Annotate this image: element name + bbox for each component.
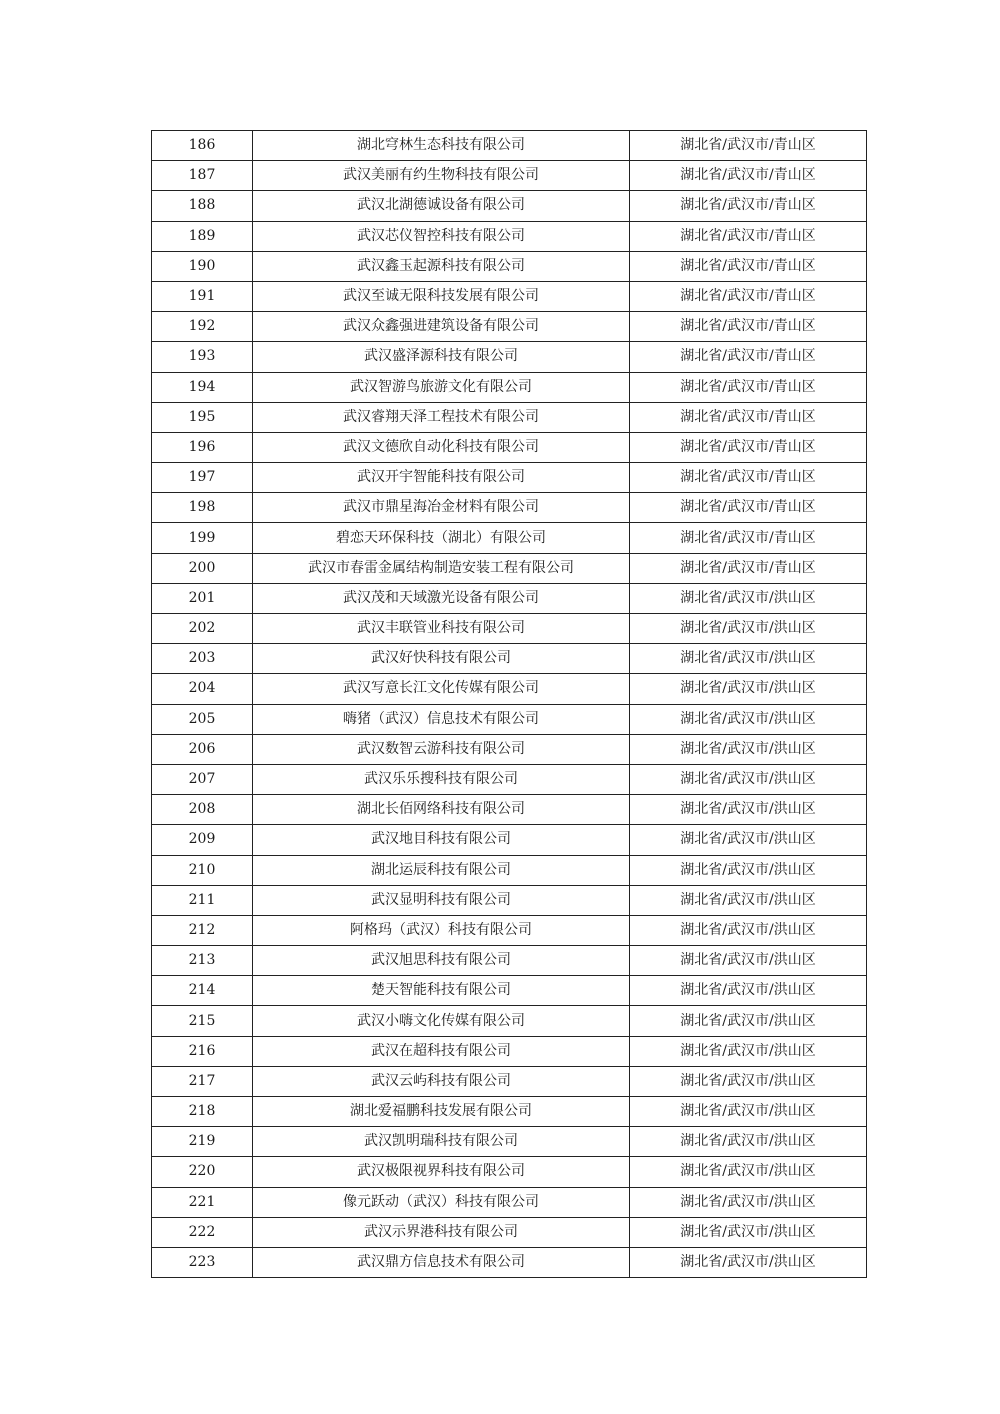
- company-name-cell: 湖北长佰网络科技有限公司: [253, 795, 630, 825]
- region-cell: 湖北省/武汉市/洪山区: [630, 644, 867, 674]
- company-name-cell: 武汉美丽有约生物科技有限公司: [253, 161, 630, 191]
- region-cell: 湖北省/武汉市/洪山区: [630, 614, 867, 644]
- row-number-cell: 204: [152, 674, 253, 704]
- table-row: [152, 764, 867, 794]
- row-number-cell: 195: [152, 402, 253, 432]
- row-number-cell: 190: [152, 251, 253, 281]
- row-number-cell: 206: [152, 734, 253, 764]
- region-cell: 湖北省/武汉市/洪山区: [630, 1127, 867, 1157]
- company-name-cell: 武汉开宇智能科技有限公司: [253, 463, 630, 493]
- table-row: [152, 1157, 867, 1187]
- row-number-cell: 211: [152, 885, 253, 915]
- row-number-cell: 221: [152, 1187, 253, 1217]
- company-name-cell: 武汉市鼎星海冶金材料有限公司: [253, 493, 630, 523]
- company-name-cell: 武汉鑫玉起源科技有限公司: [253, 251, 630, 281]
- company-name-cell: 武汉在超科技有限公司: [253, 1036, 630, 1066]
- region-cell: 湖北省/武汉市/青山区: [630, 131, 867, 161]
- row-number-cell: 200: [152, 553, 253, 583]
- table-row: [152, 131, 867, 161]
- table-row: [152, 1187, 867, 1217]
- table-row: [152, 523, 867, 553]
- table-row: [152, 281, 867, 311]
- region-cell: 湖北省/武汉市/青山区: [630, 221, 867, 251]
- table-row: [152, 161, 867, 191]
- row-number-cell: 217: [152, 1066, 253, 1096]
- table-row: [152, 976, 867, 1006]
- region-cell: 湖北省/武汉市/青山区: [630, 432, 867, 462]
- table-row: [152, 342, 867, 372]
- row-number-cell: 207: [152, 764, 253, 794]
- region-cell: 湖北省/武汉市/洪山区: [630, 795, 867, 825]
- company-name-cell: 武汉小嗨文化传媒有限公司: [253, 1006, 630, 1036]
- region-cell: 湖北省/武汉市/洪山区: [630, 1066, 867, 1096]
- row-number-cell: 218: [152, 1097, 253, 1127]
- table-row: [152, 251, 867, 281]
- row-number-cell: 198: [152, 493, 253, 523]
- region-cell: 湖北省/武汉市/青山区: [630, 251, 867, 281]
- row-number-cell: 201: [152, 583, 253, 613]
- row-number-cell: 219: [152, 1127, 253, 1157]
- region-cell: 湖北省/武汉市/洪山区: [630, 704, 867, 734]
- table-row: [152, 1006, 867, 1036]
- table-row: [152, 312, 867, 342]
- table-row: [152, 493, 867, 523]
- row-number-cell: 214: [152, 976, 253, 1006]
- table-row: [152, 402, 867, 432]
- table-row: [152, 855, 867, 885]
- company-name-cell: 武汉市春雷金属结构制造安装工程有限公司: [253, 553, 630, 583]
- row-number-cell: 188: [152, 191, 253, 221]
- company-name-cell: 湖北运辰科技有限公司: [253, 855, 630, 885]
- region-cell: 湖北省/武汉市/青山区: [630, 553, 867, 583]
- table-body: [152, 131, 867, 1278]
- region-cell: 湖北省/武汉市/青山区: [630, 342, 867, 372]
- row-number-cell: 222: [152, 1217, 253, 1247]
- region-cell: 湖北省/武汉市/洪山区: [630, 674, 867, 704]
- row-number-cell: 215: [152, 1006, 253, 1036]
- table-row: [152, 372, 867, 402]
- region-cell: 湖北省/武汉市/洪山区: [630, 1097, 867, 1127]
- region-cell: 湖北省/武汉市/青山区: [630, 161, 867, 191]
- row-number-cell: 213: [152, 946, 253, 976]
- table-row: [152, 614, 867, 644]
- company-name-cell: 武汉众鑫强进建筑设备有限公司: [253, 312, 630, 342]
- region-cell: 湖北省/武汉市/青山区: [630, 372, 867, 402]
- company-name-cell: 阿格玛（武汉）科技有限公司: [253, 915, 630, 945]
- table-row: [152, 221, 867, 251]
- company-name-cell: 武汉显明科技有限公司: [253, 885, 630, 915]
- table-row: [152, 734, 867, 764]
- table-row: [152, 432, 867, 462]
- company-name-cell: 武汉芯仪智控科技有限公司: [253, 221, 630, 251]
- row-number-cell: 209: [152, 825, 253, 855]
- company-name-cell: 武汉旭思科技有限公司: [253, 946, 630, 976]
- region-cell: 湖北省/武汉市/洪山区: [630, 764, 867, 794]
- row-number-cell: 205: [152, 704, 253, 734]
- table-row: [152, 885, 867, 915]
- region-cell: 湖北省/武汉市/青山区: [630, 493, 867, 523]
- table-row: [152, 704, 867, 734]
- table-row: [152, 1036, 867, 1066]
- table-row: [152, 583, 867, 613]
- table-row: [152, 1247, 867, 1277]
- company-name-cell: 武汉茂和天域激光设备有限公司: [253, 583, 630, 613]
- row-number-cell: 193: [152, 342, 253, 372]
- region-cell: 湖北省/武汉市/洪山区: [630, 1247, 867, 1277]
- table-row: [152, 1127, 867, 1157]
- company-name-cell: 楚天智能科技有限公司: [253, 976, 630, 1006]
- company-name-cell: 武汉极限视界科技有限公司: [253, 1157, 630, 1187]
- table-row: [152, 915, 867, 945]
- table-row: [152, 553, 867, 583]
- region-cell: 湖北省/武汉市/青山区: [630, 191, 867, 221]
- company-name-cell: 武汉智游鸟旅游文化有限公司: [253, 372, 630, 402]
- company-name-cell: 武汉数智云游科技有限公司: [253, 734, 630, 764]
- region-cell: 湖北省/武汉市/青山区: [630, 312, 867, 342]
- company-name-cell: 武汉凯明瑞科技有限公司: [253, 1127, 630, 1157]
- table-row: [152, 1066, 867, 1096]
- row-number-cell: 208: [152, 795, 253, 825]
- region-cell: 湖北省/武汉市/青山区: [630, 281, 867, 311]
- company-name-cell: 武汉睿翔天泽工程技术有限公司: [253, 402, 630, 432]
- region-cell: 湖北省/武汉市/洪山区: [630, 915, 867, 945]
- table-row: [152, 644, 867, 674]
- company-name-cell: 像元跃动（武汉）科技有限公司: [253, 1187, 630, 1217]
- company-name-cell: 武汉北湖德诚设备有限公司: [253, 191, 630, 221]
- table-row: [152, 1217, 867, 1247]
- row-number-cell: 223: [152, 1247, 253, 1277]
- company-name-cell: 嗨猪（武汉）信息技术有限公司: [253, 704, 630, 734]
- table-row: [152, 191, 867, 221]
- row-number-cell: 192: [152, 312, 253, 342]
- row-number-cell: 196: [152, 432, 253, 462]
- company-name-cell: 武汉好快科技有限公司: [253, 644, 630, 674]
- company-name-cell: 武汉地目科技有限公司: [253, 825, 630, 855]
- company-name-cell: 湖北爱福鹏科技发展有限公司: [253, 1097, 630, 1127]
- row-number-cell: 203: [152, 644, 253, 674]
- row-number-cell: 199: [152, 523, 253, 553]
- region-cell: 湖北省/武汉市/洪山区: [630, 1217, 867, 1247]
- company-list-table: [151, 130, 867, 1278]
- table-row: [152, 1097, 867, 1127]
- company-name-cell: 武汉至诚无限科技发展有限公司: [253, 281, 630, 311]
- region-cell: 湖北省/武汉市/青山区: [630, 523, 867, 553]
- document-page: [151, 130, 866, 1278]
- row-number-cell: 197: [152, 463, 253, 493]
- table-row: [152, 795, 867, 825]
- row-number-cell: 210: [152, 855, 253, 885]
- region-cell: 湖北省/武汉市/洪山区: [630, 946, 867, 976]
- row-number-cell: 191: [152, 281, 253, 311]
- region-cell: 湖北省/武汉市/洪山区: [630, 855, 867, 885]
- company-name-cell: 武汉盛泽源科技有限公司: [253, 342, 630, 372]
- row-number-cell: 212: [152, 915, 253, 945]
- company-name-cell: 武汉云屿科技有限公司: [253, 1066, 630, 1096]
- table-row: [152, 674, 867, 704]
- region-cell: 湖北省/武汉市/洪山区: [630, 1157, 867, 1187]
- region-cell: 湖北省/武汉市/洪山区: [630, 734, 867, 764]
- company-name-cell: 武汉文德欣自动化科技有限公司: [253, 432, 630, 462]
- row-number-cell: 220: [152, 1157, 253, 1187]
- row-number-cell: 216: [152, 1036, 253, 1066]
- row-number-cell: 194: [152, 372, 253, 402]
- region-cell: 湖北省/武汉市/洪山区: [630, 825, 867, 855]
- company-name-cell: 武汉丰联管业科技有限公司: [253, 614, 630, 644]
- region-cell: 湖北省/武汉市/洪山区: [630, 1036, 867, 1066]
- region-cell: 湖北省/武汉市/洪山区: [630, 1006, 867, 1036]
- company-name-cell: 武汉鼎方信息技术有限公司: [253, 1247, 630, 1277]
- region-cell: 湖北省/武汉市/洪山区: [630, 885, 867, 915]
- company-name-cell: 碧恋天环保科技（湖北）有限公司: [253, 523, 630, 553]
- company-name-cell: 武汉写意长江文化传媒有限公司: [253, 674, 630, 704]
- row-number-cell: 187: [152, 161, 253, 191]
- row-number-cell: 202: [152, 614, 253, 644]
- company-name-cell: 湖北穹林生态科技有限公司: [253, 131, 630, 161]
- table-row: [152, 946, 867, 976]
- region-cell: 湖北省/武汉市/青山区: [630, 402, 867, 432]
- table-row: [152, 463, 867, 493]
- company-name-cell: 武汉示界港科技有限公司: [253, 1217, 630, 1247]
- company-name-cell: 武汉乐乐搜科技有限公司: [253, 764, 630, 794]
- region-cell: 湖北省/武汉市/青山区: [630, 463, 867, 493]
- region-cell: 湖北省/武汉市/洪山区: [630, 976, 867, 1006]
- region-cell: 湖北省/武汉市/洪山区: [630, 583, 867, 613]
- row-number-cell: 189: [152, 221, 253, 251]
- table-row: [152, 825, 867, 855]
- row-number-cell: 186: [152, 131, 253, 161]
- region-cell: 湖北省/武汉市/洪山区: [630, 1187, 867, 1217]
